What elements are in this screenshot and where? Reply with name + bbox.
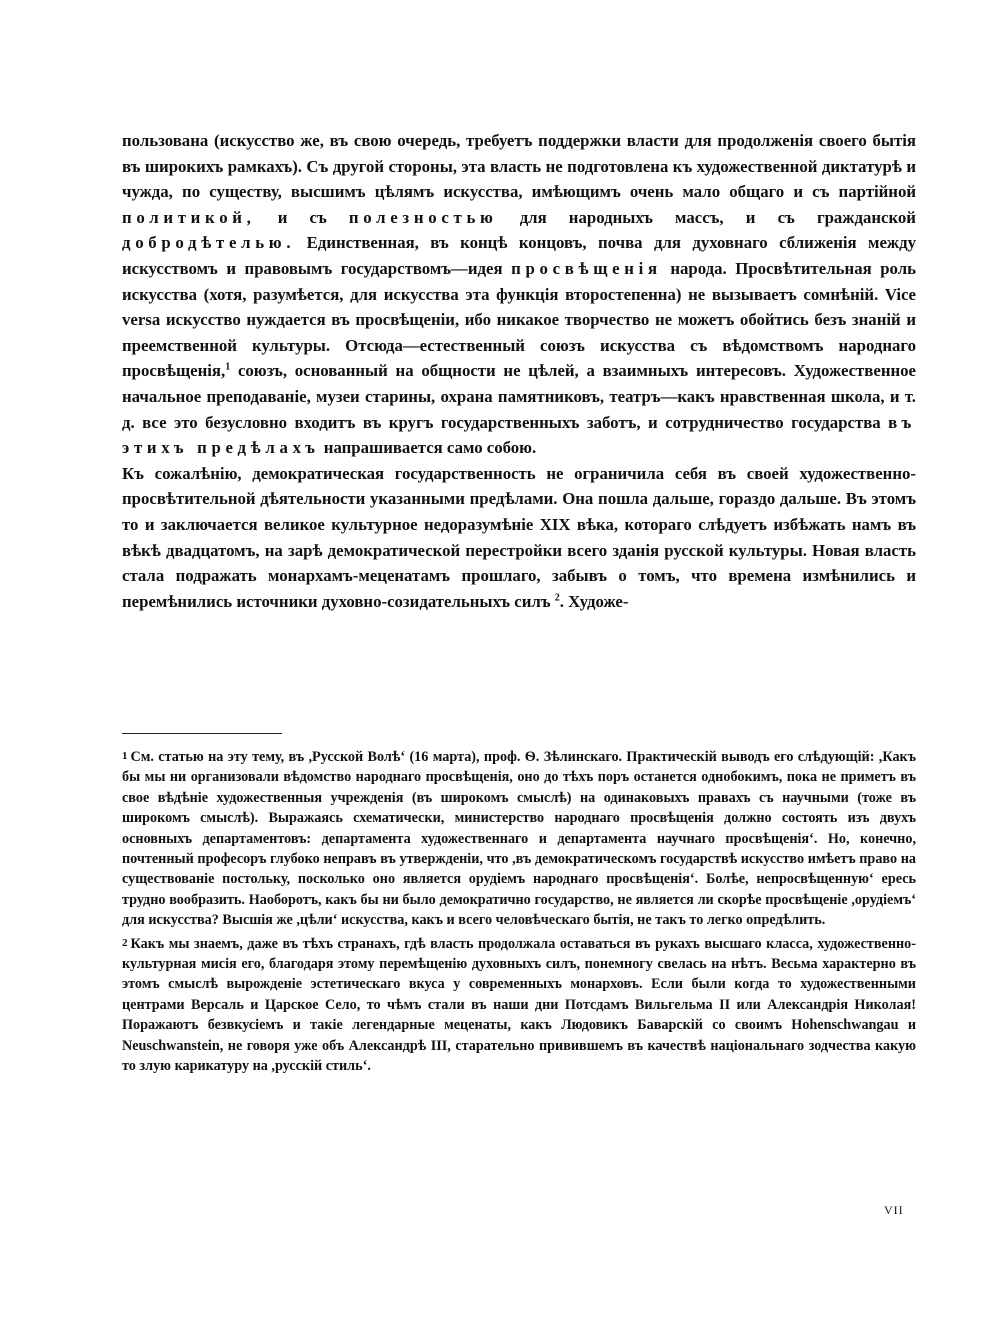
spaced-text: полезностью — [348, 207, 498, 227]
text-run: для народныхъ массъ, и съ гражданской — [519, 207, 916, 227]
footnotes — [122, 746, 916, 1079]
main-text — [122, 128, 916, 614]
text-run: союзъ, основанный на общности не цѣлей, а взаимныхъ интересовъ. Художественное начальное преподаваніе, музеи старины, охрана памятниковъ, театръ—какъ нравственная школа, и т. д. все это безусловно входитъ въ кругъ государственныхъ заботъ, и сотрудничество государства — [122, 361, 916, 432]
footnote-2 — [122, 933, 916, 1077]
footnote-number: 2 — [122, 936, 128, 949]
page-number: VII — [884, 1203, 904, 1217]
footnote-ref-1[interactable]: 1 — [225, 361, 231, 373]
text-run: Единственная, въ концѣ концовъ, почва для духовнаго сближенія между искусствомъ и правовымъ государствомъ—идея — [122, 233, 916, 278]
footnote-text: См. статью на эту тему, въ ,Русской Волѣ‘ (16 марта), проф. Ѳ. Зѣлинскаго. Практическій выводъ его слѣдующій: ,Какъ бы мы ни организовали вѣдомство народнаго просвѣщенія, оно до тѣхъ поръ останется однобокимъ, пока не приметъ въ свое вѣдѣніе художественныя учрежденія (въ широкомъ смыслѣ) на одинаковыхъ правахъ съ научными (тоже въ широкомъ смыслѣ). Выражаясь схематически, министерство народнаго просвѣщенія должно состоять изъ двухъ основныхъ департаментовъ: департамента художественнаго и департамента научнаго просвѣщенія‘. Но, конечно, почтенный професоръ глубоко неправъ въ утвержденіи, что ,въ демократическомъ государствѣ искусство имѣетъ право на существованіе постольку, посколько оно является орудіемъ народнаго просвѣщенія‘. Болѣе, непросвѣщенную‘ ересь трудно вообразить. Наоборотъ, какъ бы ни было демократично государство, не является ли скорѣе просвѣщеніе ,орудіемъ‘ для искусства? Высшія же ,цѣли‘ искусства, какъ и всего человѣческаго бытія, не такъ то легко опредѣлить. — [122, 749, 916, 929]
paragraph-2 — [122, 461, 916, 615]
text-run: народа. Просвѣтительная роль искусства (хотя, разумѣется, для искусства эта функція второстепенна) не вызываетъ сомнѣній. Vice versa искусство нуждается въ просвѣщеніи, ибо никакое творчество не можетъ обойтись безъ знаній и преемственной культуры. Отсюда—естественный союзъ искусства съ вѣдомствомъ народнаго просвѣщенія, — [122, 258, 917, 381]
spaced-text: добродѣтелью. — [122, 233, 296, 253]
footnote-ref-2[interactable]: 2 — [554, 592, 560, 604]
footnote-text: Какъ мы знаемъ, даже въ тѣхъ странахъ, гдѣ власть продолжала оставаться въ рукахъ высшаго класса, художественно-культурная мисія его, благодаря этому перемѣщенію духовныхъ силъ, понемногу свелась на нѣтъ. Весьма характерно въ этомъ смыслѣ вырожденіе эстетическаго вкуса у современныхъ монарховъ. Если были когда то художественными центрами Версаль и Царское Село, то чѣмъ стали въ наши дни Потсдамъ Вильгельма II или Александрія Николая! Поражаютъ безвкусіемъ и такіе легендарные меценаты, какъ Людовикъ Баварскій со своимъ Hohenschwangau и Neuschwanstein, не говоря уже объ Александрѣ III, старательно привившемъ въ качествѣ національнаго зодчества какую то злую карикатуру на ,русскій стиль‘. — [122, 935, 916, 1075]
footnote-1 — [122, 746, 916, 931]
paragraph-1 — [122, 128, 916, 461]
spaced-text: политикой, — [122, 207, 256, 227]
text-run: и съ — [277, 207, 327, 227]
spaced-text: просвѣщенія — [511, 258, 662, 278]
footnote-divider — [122, 733, 282, 734]
text-run: напрашивается само собою. — [323, 438, 537, 458]
spaced-text: въ этихъ предѣлахъ — [122, 412, 916, 458]
text-run: пользована (искусство же, въ свою очередь, требуетъ поддержки власти для продолженія своего бытія въ широкихъ рамкахъ). Съ другой стороны, эта власть не подготовлена къ художественной диктатурѣ и чужда, по существу, высшимъ цѣлямъ искусства, имѣющимъ очень мало общаго и съ партійной — [122, 131, 916, 202]
footnote-number: 1 — [122, 750, 128, 762]
text-run: . Художе- — [559, 591, 629, 611]
text-run: Къ сожалѣнію, демократическая государственность не ограничила себя въ своей художественно-просвѣтительной дѣятельности указанными предѣлами. Она пошла дальше, гораздо дальше. Въ этомъ то и заключается великое культурное недоразумѣніе XIX вѣка, котораго слѣдуетъ избѣжать намъ въ вѣкѣ двадцатомъ, на зарѣ демократической перестройки всего зданія русской культуры. Новая власть стала подражать монархамъ-меценатамъ прошлаго, забывъ о томъ, что времена измѣнились и перемѣнились источники духовно-созидательныхъ силъ — [122, 463, 916, 611]
